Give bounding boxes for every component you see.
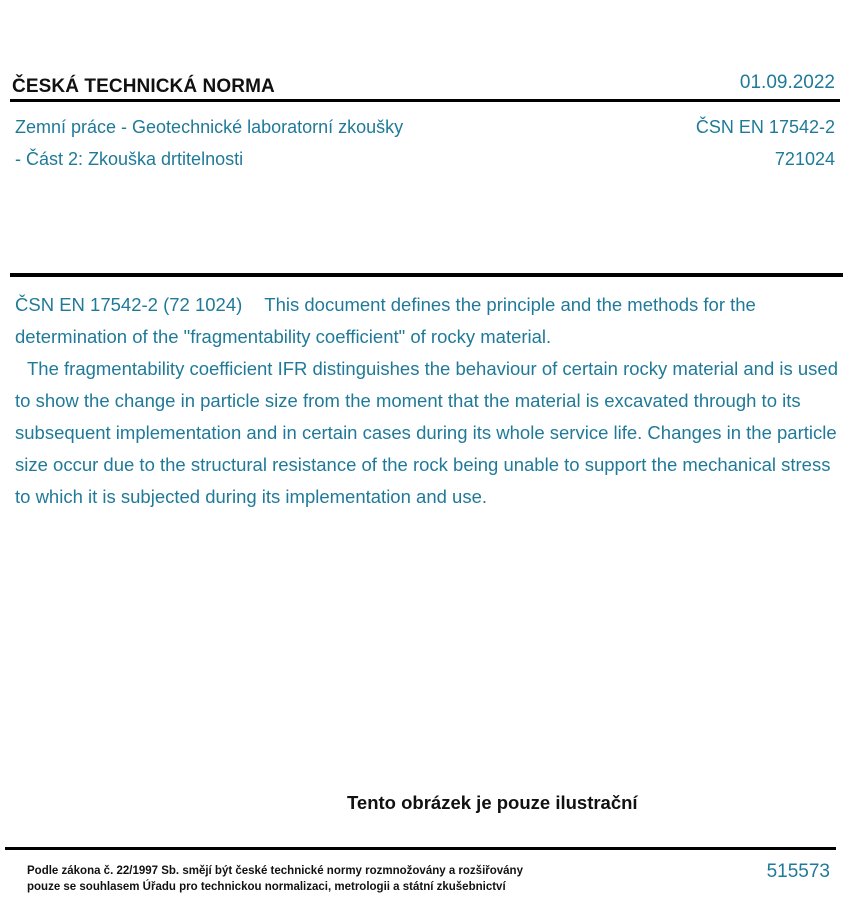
standard-title-line2: - Část 2: Zkouška drtitelnosti (15, 149, 244, 169)
publication-date: 01.09.2022 (739, 72, 835, 93)
footer-divider (5, 847, 836, 850)
abstract-text (15, 289, 845, 513)
standard-designation: ČSN EN 17542-2 (695, 117, 835, 137)
standard-title-line1: Zemní práce - Geotechnické laboratorní zkoušky (15, 117, 404, 137)
document-header-title: ČESKÁ TECHNICKÁ NORMA (12, 76, 275, 97)
class-number: 721024 (774, 149, 835, 169)
copyright-line-2: pouze se souhlasem Úřadu pro technickou normalizaci, metrologii a státní zkušebnictví (27, 880, 506, 893)
copyright-notice (27, 864, 523, 895)
standard-reference: ČSN EN 17542-2 (72 1024) (15, 294, 243, 315)
document-number: 515573 (766, 861, 830, 882)
abstract-text-2: The fragmentability coefficient IFR distinguishes the behaviour of certain rocky material and is used to show the change in particle size from the moment that the material is excavated through to its subsequent implementation and in certain cases during its whole service life. Changes in the particle size occur due to the structural resistance of the rock being unable to support the mechanical stress to which it is subjected during its implementation and use. (15, 358, 838, 507)
abstract-text-1: This document defines the principle and the methods for the determination of the "fragmentability coefficient" of rocky material. (15, 294, 756, 347)
illustration-note: Tento obrázek je pouze ilustrační (347, 792, 638, 813)
copyright-line-1: Podle zákona č. 22/1997 Sb. smějí být české technické normy rozmnožovány a rozšiřovány (27, 865, 523, 877)
section-divider (10, 273, 843, 277)
abstract-paragraph-2 (15, 353, 845, 513)
abstract-paragraph-1 (15, 289, 845, 353)
header-divider (10, 99, 840, 102)
